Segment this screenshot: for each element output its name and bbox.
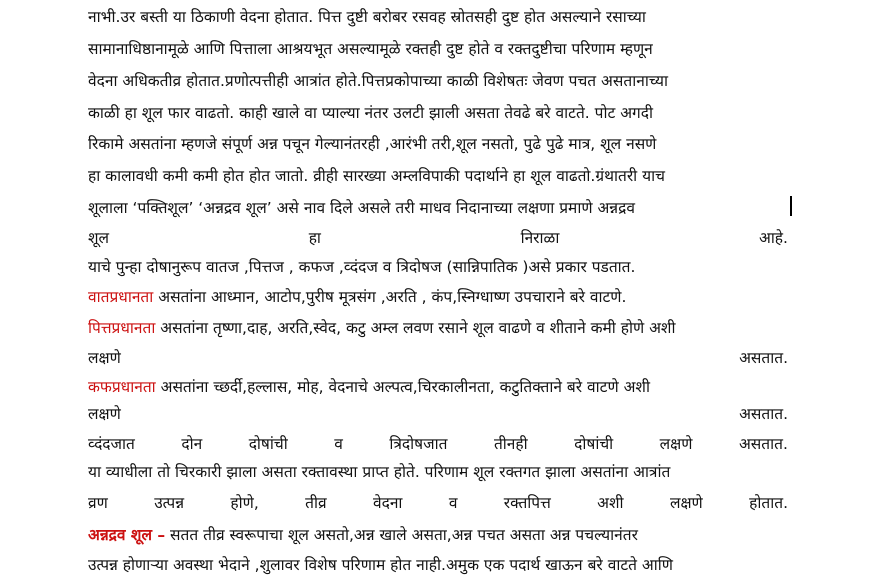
section-heading-kapha: कफप्रधानता: [88, 378, 156, 396]
justified-line: व्रण उत्पन्न होणे, तीव्र वेदना व रक्तपित्त अशी लक्षणे होतात.: [88, 494, 788, 512]
text-line: या व्याधीला तो चिरकारी झाला असता रक्तावस्था प्राप्त होते. परिणाम शूल रक्तगत झाला असतांना आत्रांत: [88, 463, 671, 481]
section-heading-annadrava: अन्नद्रव शूल –: [88, 526, 166, 544]
text-line: नाभी.उर बस्ती या ठिकाणी वेदना होतात. पित्त दुष्टी बरोबर रसवह स्रोतसही दुष्ट होत असल्याने रसाच्या: [88, 8, 646, 26]
kapha-line: कफप्रधानता असतांना च्छर्दी,हल्लास, मोह, वेदनाचे अल्पत्व,चिरकालीनता, कटुतिक्ताने बरे वाटणे अशी: [88, 378, 650, 396]
text-cursor: [790, 196, 792, 216]
justified-line: शूल हा निराळा आहे.: [88, 229, 788, 247]
justified-line: लक्षणे असतात.: [88, 405, 788, 423]
text-line: हा कालावधी कमी कमी होत होत जातो. व्रीही सारख्या अम्लविपाकी पदार्थाने हा शूल वाढतो.ग्रंथातरी याच: [88, 167, 665, 185]
vata-line: वातप्रधानता असतांना आध्मान, आटोप,पुरीष मूत्रसंग ,अरति , कंप,स्निग्धाष्ण उपचाराने बरे वाटणे.: [88, 288, 627, 306]
text-line: उत्पन्न होणाऱ्या अवस्था भेदाने ,शुलावर विशेष परिणाम होत नाही.अमुक एक पदार्थ खाऊन बरे वाटते आणि: [88, 556, 673, 574]
text-line: काळी हा शूल फार वाढतो. काही खाले वा प्याल्या नंतर उलटी झाली असता तेवढे बरे वाटते. पोट अगदी: [88, 104, 654, 122]
text-line: सामानाधिष्ठानामूळे आणि पित्ताला आश्रयभूत असल्यामूळे रक्तही दुष्ट होते व रक्तदुष्टीचा परिणाम म्हणून: [88, 40, 653, 58]
section-heading-vata: वातप्रधानता: [88, 288, 154, 306]
justified-line: लक्षणे असतात.: [88, 349, 788, 367]
annadrava-line: अन्नद्रव शूल – सतत तीव्र स्वरूपाचा शूल असतो,अन्न खाले असता,अन्न पचत असता अन्न पचल्यानंतर: [88, 526, 638, 544]
text-line: वेदना अधिकतीव्र होतात.प्रणोत्पत्तीही आत्रांत होते.पित्तप्रकोपाच्या काळी विशेषतः जेवण पचत असतानाच्या: [88, 72, 668, 90]
text-line: शूलाला ‘पक्तिशूल’ ‘अन्नद्रव शूल’ असे नाव दिले असले तरी माधव निदानाच्या लक्षणा प्रमाणे अन्नद्रव: [88, 199, 635, 217]
text-line: याचे पुन्हा दोषानुरूप वातज ,पित्तज , कफज ,व्दंदज व त्रिदोषज (सान्निपातिक )असे प्रकार पडतात.: [88, 258, 636, 276]
justified-line: व्दंदजात दोन दोषांची व त्रिदोषजात तीनही दोषांची लक्षणे असतात.: [88, 435, 788, 453]
section-heading-pitta: पित्तप्रधानता: [88, 319, 156, 337]
pitta-line: पित्तप्रधानता असतांना तृष्णा,दाह, अरति,स्वेद, कटु अम्ल लवण रसाने शूल वाढणे व शीताने कमी होणे अशी: [88, 319, 676, 337]
text-line: रिकामे असतांना म्हणजे संपूर्ण अन्न पचून गेल्यानंतरही ,आरंभी तरी,शूल नसतो, पुढे पुढे मात्र, शूल नसणे: [88, 135, 657, 153]
